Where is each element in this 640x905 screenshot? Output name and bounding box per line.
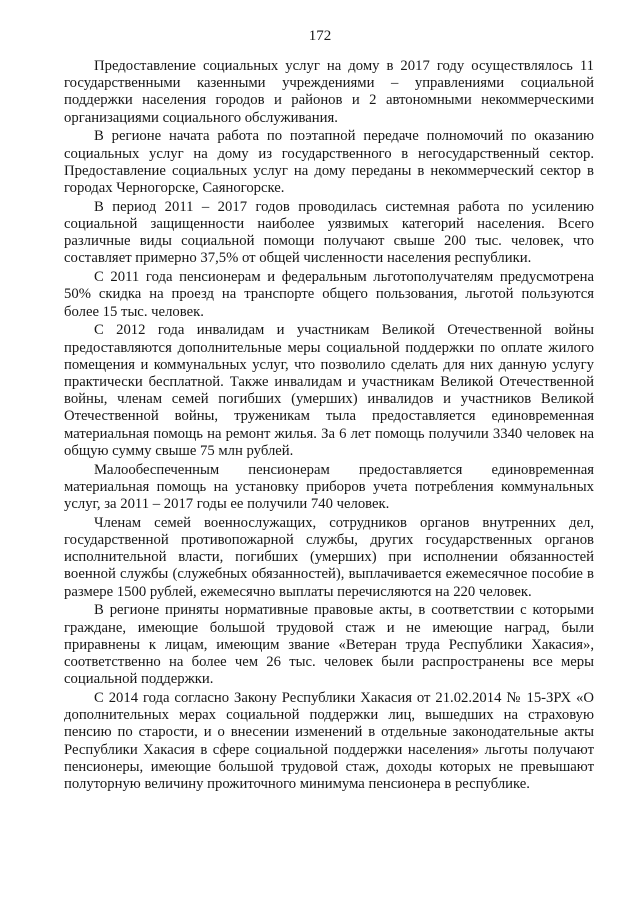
paragraph-family-payments: Членам семей военнослужащих, сотрудников органов внутренних дел, государственной противопожарной службы, других государственных органов исполнительной власти, погибших (умерших) при исполнении обязанностей военной службы (служебных обязанностей), выплачивается ежемесячное пособие в размере 1500 рублей, ежемесячно выплаты перечисляются на 220 человек.: [64, 514, 594, 600]
paragraph-transport-discount: С 2011 года пенсионерам и федеральным льготополучателям предусмотрена 50% скидка на проезд на транспорте общего пользования, льготой пользуются более 15 тыс. человек.: [64, 269, 594, 320]
paragraph-meter-installation: Малообеспеченным пенсионерам предоставляется единовременная материальная помощь на установку приборов учета потребления коммунальных услуг, за 2011 – 2017 годы ее получили 740 человек.: [64, 461, 594, 513]
paragraph-pension-law: С 2014 года согласно Закону Республики Хакасия от 21.02.2014 № 15-ЗРХ «О дополнительных мерах социальной поддержки лиц, вышедших на страховую пенсию по старости, и о внесении изменений в отдельные законодательные акты Республики Хакасия в сфере социальной поддержки населения» льготы получают пенсионеры, имеющие большой трудовой стаж, доходы которых не превышают полуторную величину прожиточного минимума пенсионера в республике.: [64, 690, 594, 793]
paragraph-labor-veterans: В регионе приняты нормативные правовые акты, в соответствии с которыми граждане, имеющие большой трудовой стаж и не имеющие наград, были приравнены к лицам, имеющим звание «Ветеран труда Республики Хакасия», соответственно на более чем 26 тыс. человек были распространены все меры социальной поддержки.: [64, 602, 594, 688]
paragraph-veterans-support: С 2012 года инвалидам и участникам Великой Отечественной войны предоставляются дополнительные меры социальной поддержки по оплате жилого помещения и коммунальных услуг, что позволило сделать для них данную услугу практически бесплатной. Также инвалидам и участникам Великой Отечественной войны, членам семей погибших (умерших) инвалидов и участников Великой Отечественной войны, труженикам тыла предоставляется единовременная материальная помощь на ремонт жилья. За 6 лет помощь получили 3340 человек на общую сумму свыше 75 млн рублей.: [64, 322, 594, 459]
page-number: 172: [308, 28, 332, 44]
body-text: [64, 58, 594, 795]
paragraph-home-services: Предоставление социальных услуг на дому в 2017 году осуществлялось 11 государственными казенными учреждениями – управлениями социальной поддержки населения городов и районов и 2 автономными некоммерческими организациями социального обслуживания.: [64, 58, 594, 126]
paragraph-social-protection: В период 2011 – 2017 годов проводилась системная работа по усилению социальной защищенности наиболее уязвимых категорий населения. Всего различные виды социальной помощи получают свыше 200 тыс. человек, что составляет примерно 37,5% от общей численности населения республики.: [64, 198, 594, 267]
paragraph-transfer-of-powers: В регионе начата работа по поэтапной передаче полномочий по оказанию социальных услуг на дому из государственного в негосударственный сектор. Предоставление социальных услуг на дому переданы в некоммерческий сектор в городах Черногорске, Саяногорске.: [64, 128, 594, 197]
